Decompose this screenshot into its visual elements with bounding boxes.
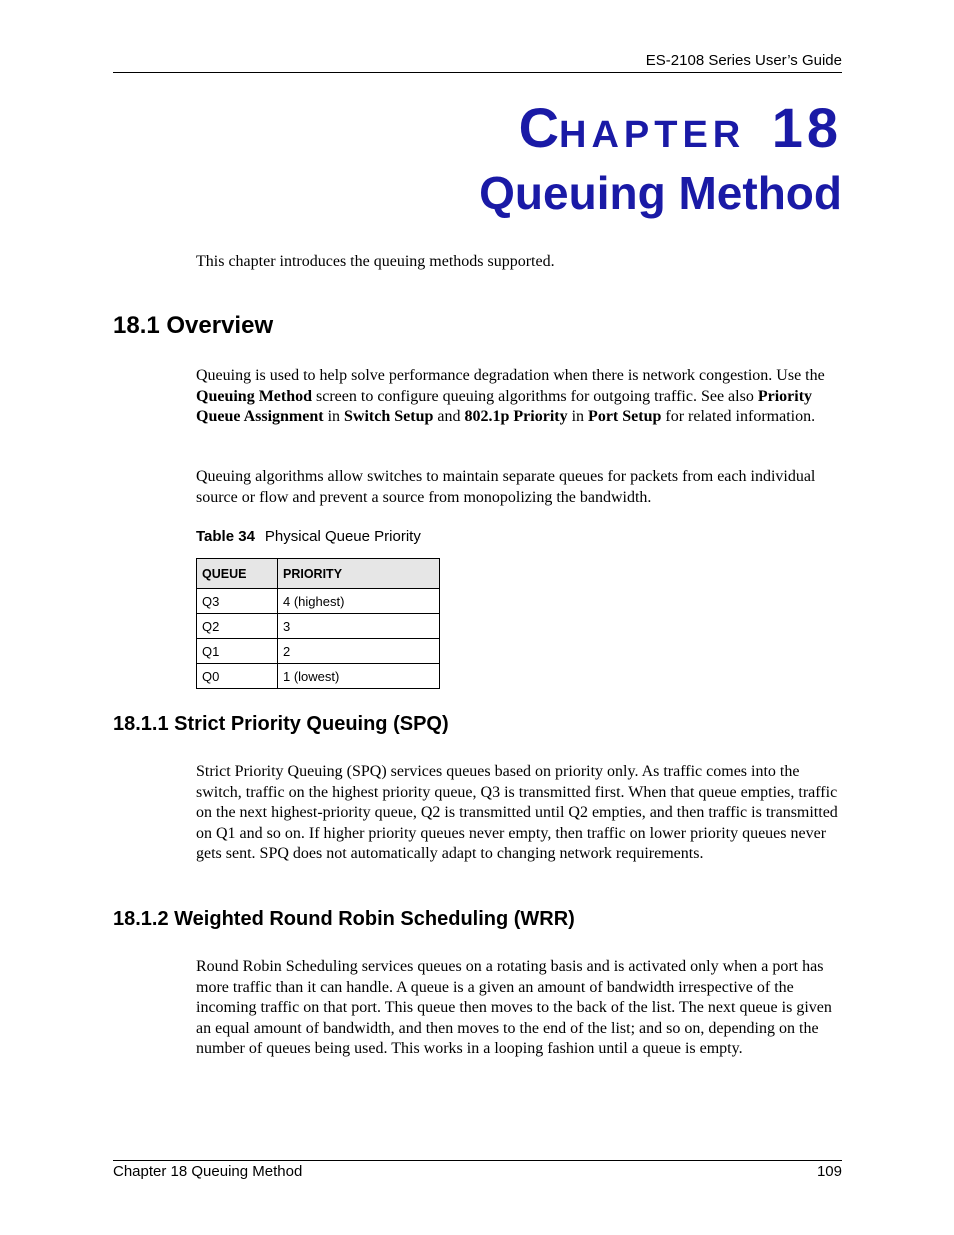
table-row bbox=[197, 614, 440, 639]
table-caption-title: Physical Queue Priority bbox=[264, 528, 421, 545]
running-footer bbox=[113, 1160, 842, 1183]
header-rule bbox=[113, 72, 842, 73]
priority-cell: 4 (highest) bbox=[278, 589, 440, 614]
queue-cell: Q1 bbox=[197, 639, 278, 664]
column-header-priority: PRIORITY bbox=[278, 559, 440, 589]
ui-ref-8021p-priority: 802.1p Priority bbox=[464, 408, 568, 425]
section-heading-wrr: 18.1.2 Weighted Round Robin Scheduling (WRR) bbox=[113, 908, 575, 930]
chapter-label-rest: HAPTER bbox=[559, 114, 746, 156]
section-heading-overview: 18.1 Overview bbox=[113, 312, 274, 339]
section-heading-spq: 18.1.1 Strict Priority Queuing (SPQ) bbox=[113, 713, 449, 735]
column-header-queue: QUEUE bbox=[197, 559, 278, 589]
chapter-label bbox=[518, 96, 842, 159]
page-number: 109 bbox=[816, 1163, 842, 1180]
table-row bbox=[197, 639, 440, 664]
queue-cell: Q0 bbox=[197, 664, 278, 689]
table-row bbox=[197, 664, 440, 689]
footer-chapter-ref: Chapter 18 Queuing Method bbox=[113, 1163, 303, 1180]
table-caption-number: Table 34 bbox=[196, 528, 255, 545]
running-header bbox=[113, 51, 842, 73]
priority-cell: 3 bbox=[278, 614, 440, 639]
ui-ref-port-setup: Port Setup bbox=[588, 408, 662, 425]
ui-ref-queuing-method: Queuing Method bbox=[196, 387, 313, 405]
priority-cell: 1 (lowest) bbox=[278, 664, 440, 689]
table-row bbox=[197, 589, 440, 614]
chapter-label-initial: C bbox=[518, 96, 560, 159]
chapter-number: 18 bbox=[771, 96, 842, 159]
priority-cell: 2 bbox=[278, 639, 440, 664]
queue-cell: Q2 bbox=[197, 614, 278, 639]
table-header-row bbox=[197, 559, 440, 589]
wrr-paragraph: Round Robin Scheduling services queues on a rotating basis and is activated only when a port has more traffic than it can handle. A queue is a given an amount of bandwidth irrespective of the incoming traffic on that port. This queue then moves to the back of the list. The next queue is given an equal amount of bandwidth, and then moves to the end of the list; and so on, depending on the number of queues being used. This works in a looping fashion until a queue is empty. bbox=[196, 958, 832, 1057]
ui-ref-priority-queue-assignment: Priority Queue Assignment bbox=[196, 387, 813, 425]
queue-priority-table bbox=[196, 558, 440, 689]
guide-title: ES-2108 Series User’s Guide bbox=[645, 52, 842, 69]
chapter-intro: This chapter introduces the queuing methods supported. bbox=[196, 253, 555, 270]
spq-paragraph: Strict Priority Queuing (SPQ) services queues based on priority only. As traffic comes into the switch, traffic on the highest priority queue, Q3 is transmitted first. When that queue empties, traffic on the next highest-priority queue, Q2 is transmitted until Q2 empties, and then traffic is transmitted on Q1 and so on. If higher priority queues never empty, then traffic on lower priority queues never gets sent. SPQ does not automatically adapt to changing network requirements. bbox=[196, 763, 838, 862]
queue-cell: Q3 bbox=[197, 589, 278, 614]
overview-paragraph-1: Queuing is used to help solve performance degradation when there is network congestion. Use the Queuing Method screen to configure queuing algorithms for outgoing traffic. See also Priority Queue Assignment in Switch Setup and 802.1p Priority in Port Setup for related information. bbox=[196, 367, 825, 425]
ui-ref-switch-setup: Switch Setup bbox=[344, 408, 434, 425]
overview-paragraph-2: Queuing algorithms allow switches to maintain separate queues for packets from each individual source or flow and prevent a source from monopolizing the bandwidth. bbox=[196, 468, 816, 506]
chapter-title: Queuing Method bbox=[479, 167, 842, 219]
table-caption bbox=[196, 528, 421, 545]
